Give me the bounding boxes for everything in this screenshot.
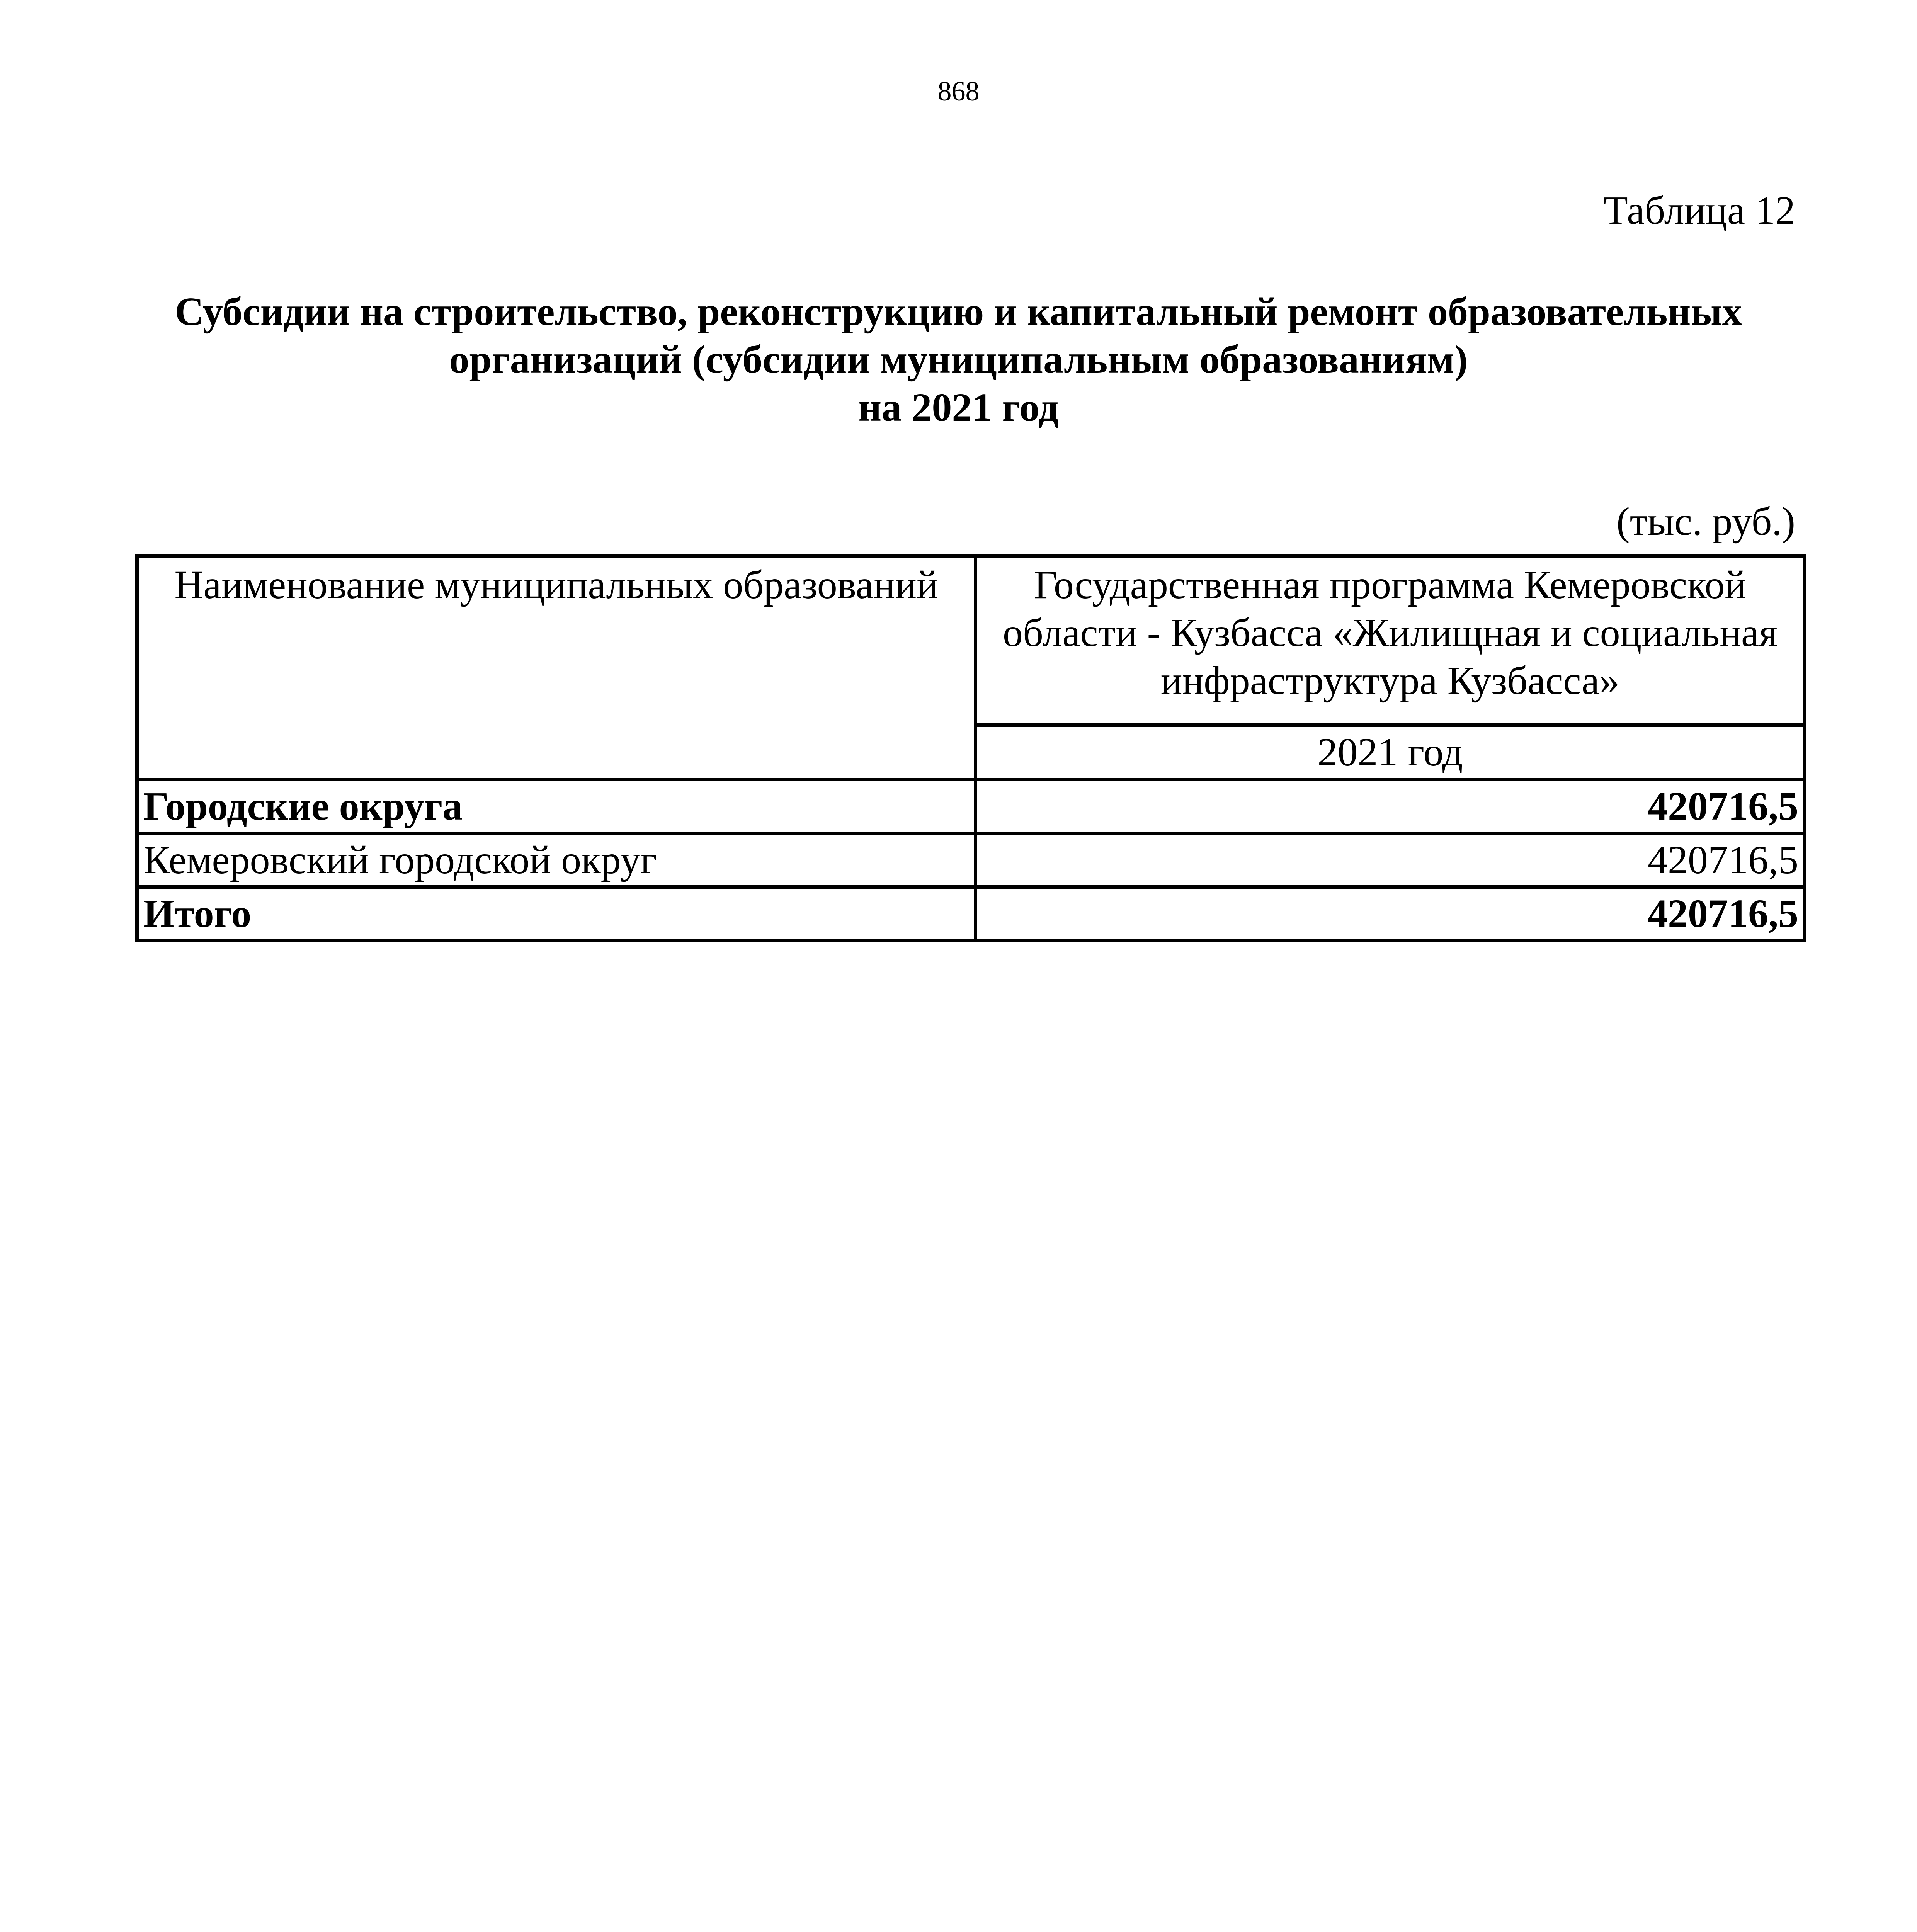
units-label: (тыс. руб.)	[1616, 499, 1795, 544]
header-year: 2021 год	[976, 725, 1805, 780]
row-name-city-districts: Городские округа	[137, 780, 976, 833]
row-name-total: Итого	[137, 887, 976, 941]
document-title-line-1: Субсидии на строительство, реконструкцию и капитальный ремонт образовательных	[175, 289, 1742, 334]
table-row	[137, 780, 1805, 833]
table-row	[137, 887, 1805, 941]
table-header-row	[137, 556, 1805, 725]
row-value-total: 420716,5	[976, 887, 1805, 941]
row-name-kemerovo: Кемеровский городской округ	[137, 833, 976, 887]
row-value-kemerovo: 420716,5	[976, 833, 1805, 887]
table-row	[137, 833, 1805, 887]
document-title	[122, 288, 1795, 432]
subsidies-table	[135, 554, 1806, 942]
document-title-line-3: на 2021 год	[858, 385, 1059, 430]
header-state-program: Государственная программа Кемеровской области - Кузбасса «Жилищная и социальная инфраструктура Кузбасса»	[976, 556, 1805, 725]
document-title-line-2: организаций (субсидии муниципальным образованиям)	[449, 337, 1468, 382]
header-municipality-name: Наименование муниципальных образований	[137, 556, 976, 780]
page-number: 868	[937, 76, 980, 107]
row-value-city-districts: 420716,5	[976, 780, 1805, 833]
table-label: Таблица 12	[1603, 188, 1795, 233]
